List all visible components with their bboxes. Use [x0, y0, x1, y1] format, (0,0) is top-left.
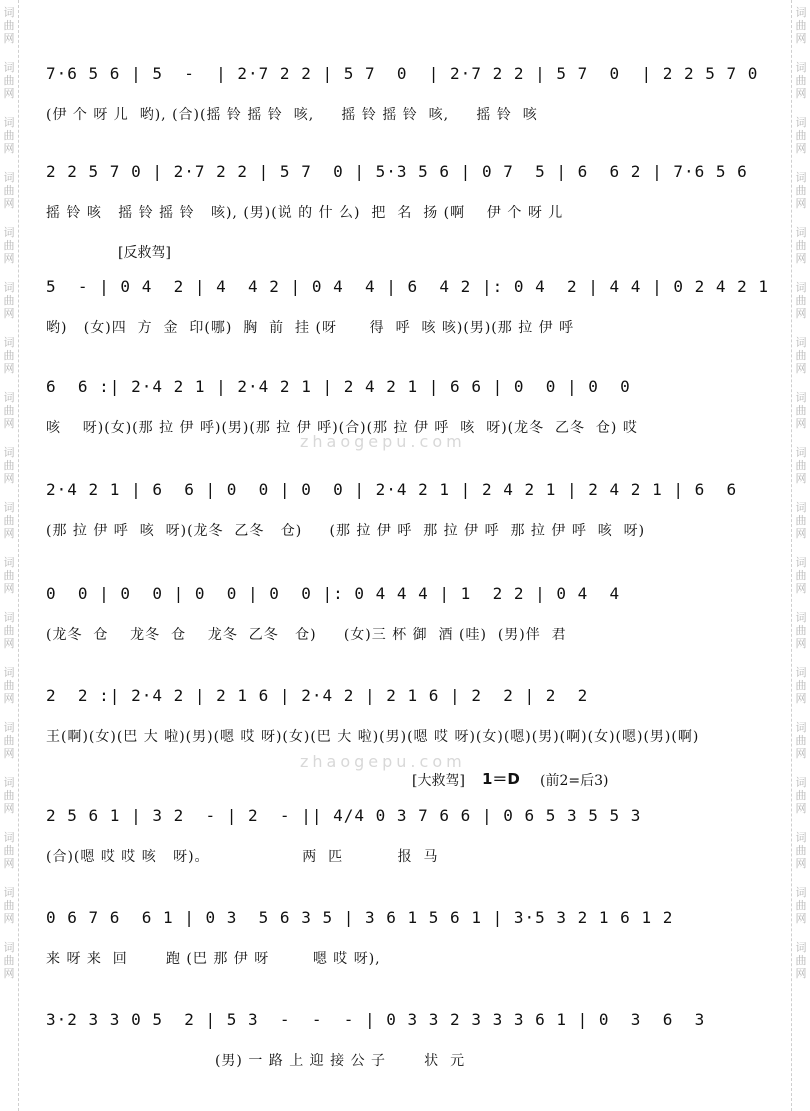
lyrics-line: 摇 铃 咳 摇 铃 摇 铃 咳), (男)(说 的 什 么) 把 名 扬 (啊 伊 个 呀 儿 [46, 205, 564, 221]
side-watermark-text: 词曲网 [3, 776, 15, 815]
side-watermark-text: 词曲网 [3, 171, 15, 210]
lyrics-line: 王(啊)(女)(巴 大 啦)(男)(嗯 哎 呀)(女)(巴 大 啦)(男)(嗯 哎 呀)(女)(嗯)(男)(啊)(女)(嗯)(男)(啊) [46, 729, 700, 745]
side-watermark-text: 词曲网 [3, 6, 15, 45]
side-watermark-text: 词曲网 [3, 831, 15, 870]
notation-line: 0 6 7 6 6 1 | 0 3 5 6 3 5 | 3 6 1 5 6 1 | 3·5 3 2 1 6 1 2 [46, 908, 674, 927]
side-watermark-text: 词曲网 [795, 171, 807, 210]
notation-line: 2·4 2 1 | 6 6 | 0 0 | 0 0 | 2·4 2 1 | 2 4 2 1 | 2 4 2 1 | 6 6 [46, 480, 738, 499]
side-watermark-text: 词曲网 [795, 61, 807, 100]
side-watermark-text: 词曲网 [3, 666, 15, 705]
key-signature: 1＝D [482, 770, 520, 788]
side-watermark-text: 词曲网 [795, 116, 807, 155]
side-watermark-text: 词曲网 [3, 721, 15, 760]
notation-line: 2 2 5 7 0 | 2·7 2 2 | 5 7 0 | 5·3 5 6 | 0 7 5 | 6 6 2 | 7·6 5 6 [46, 162, 748, 181]
notation-line: 7·6 5 6 | 5 - | 2·7 2 2 | 5 7 0 | 2·7 2 2 | 5 7 0 | 2 2 5 7 0 [46, 64, 759, 83]
lyrics-line: 哟) (女)四 方 金 印(哪) 胸 前 挂 (呀 得 呼 咳 咳)(男)(那 拉 伊 呼 [46, 320, 575, 336]
lyrics-line: (那 拉 伊 呼 咳 呀)(龙冬 乙冬 仓) (那 拉 伊 呼 那 拉 伊 呼 那 拉 伊 呼 咳 呀) [46, 523, 646, 539]
site-watermark: zhaogepu.com [300, 752, 466, 771]
side-watermark-text: 词曲网 [795, 446, 807, 485]
lyrics-line: (伊 个 呀 儿 哟), (合)(摇 铃 摇 铃 咳, 摇 铃 摇 铃 咳, 摇 铃 咳 [46, 107, 538, 123]
key-note: (前2=后3) [540, 773, 609, 789]
side-watermark-text: 词曲网 [3, 281, 15, 320]
side-watermark-text: 词曲网 [3, 611, 15, 650]
side-watermark-text: 词曲网 [3, 556, 15, 595]
notation-line: 3·2 3 3 0 5 2 | 5 3 - - - | 0 3 3 2 3 3 3 6 1 | 0 3 6 3 [46, 1010, 706, 1029]
side-watermark-text: 词曲网 [795, 281, 807, 320]
side-watermark-text: 词曲网 [795, 611, 807, 650]
side-watermark-text: 词曲网 [795, 886, 807, 925]
side-watermark-text: 词曲网 [3, 941, 15, 980]
side-watermark-text: 词曲网 [3, 226, 15, 265]
lyrics-line: 咳 呀)(女)(那 拉 伊 呼)(男)(那 拉 伊 呼)(合)(那 拉 伊 呼 咳 呀)(龙冬 乙冬 仓) 哎 [46, 420, 638, 436]
side-watermark-text: 词曲网 [795, 556, 807, 595]
right-margin-watermark [791, 0, 810, 1111]
notation-line: 0 0 | 0 0 | 0 0 | 0 0 |: 0 4 4 4 | 1 2 2 | 0 4 4 [46, 584, 621, 603]
side-watermark-text: 词曲网 [3, 61, 15, 100]
side-watermark-text: 词曲网 [3, 446, 15, 485]
side-watermark-text: 词曲网 [795, 721, 807, 760]
side-watermark-text: 词曲网 [3, 116, 15, 155]
left-margin-watermark [0, 0, 19, 1111]
side-watermark-text: 词曲网 [795, 226, 807, 265]
site-watermark: zhaogepu.com [300, 432, 466, 451]
side-watermark-text: 词曲网 [795, 391, 807, 430]
side-watermark-text: 词曲网 [3, 501, 15, 540]
side-watermark-text: 词曲网 [795, 336, 807, 375]
side-watermark-text: 词曲网 [3, 336, 15, 375]
side-watermark-text: 词曲网 [795, 941, 807, 980]
side-watermark-text: 词曲网 [795, 776, 807, 815]
side-watermark-text: 词曲网 [3, 391, 15, 430]
notation-line: 2 5 6 1 | 3 2 - | 2 - || 4/4 0 3 7 6 6 | 0 6 5 3 5 5 3 [46, 806, 642, 825]
side-watermark-text: 词曲网 [3, 886, 15, 925]
section-label-da-jiujia: [大救驾] [412, 773, 465, 789]
lyrics-line: 来 呀 来 回 跑 (巴 那 伊 呀 嗯 哎 呀), [46, 951, 381, 967]
side-watermark-text: 词曲网 [795, 6, 807, 45]
side-watermark-text: 词曲网 [795, 666, 807, 705]
notation-line: 2 2 :| 2·4 2 | 2 1 6 | 2·4 2 | 2 1 6 | 2 2 | 2 2 [46, 686, 589, 705]
lyrics-line: (男) 一 路 上 迎 接 公 子 状 元 [46, 1053, 466, 1069]
lyrics-line: (龙冬 仓 龙冬 仓 龙冬 乙冬 仓) (女)三 杯 御 酒 (哇) (男)伴 君 [46, 627, 567, 643]
notation-line: 5 - | 0 4 2 | 4 4 2 | 0 4 4 | 6 4 2 |: 0 4 2 | 4 4 | 0 2 4 2 1 [46, 277, 770, 296]
lyrics-line: (合)(嗯 哎 哎 咳 呀)。 两 匹 报 马 [46, 849, 439, 865]
side-watermark-text: 词曲网 [795, 501, 807, 540]
section-label-fan-jiujia: [反救驾] [118, 245, 171, 261]
notation-line: 6 6 :| 2·4 2 1 | 2·4 2 1 | 2 4 2 1 | 6 6 | 0 0 | 0 0 [46, 377, 631, 396]
side-watermark-text: 词曲网 [795, 831, 807, 870]
